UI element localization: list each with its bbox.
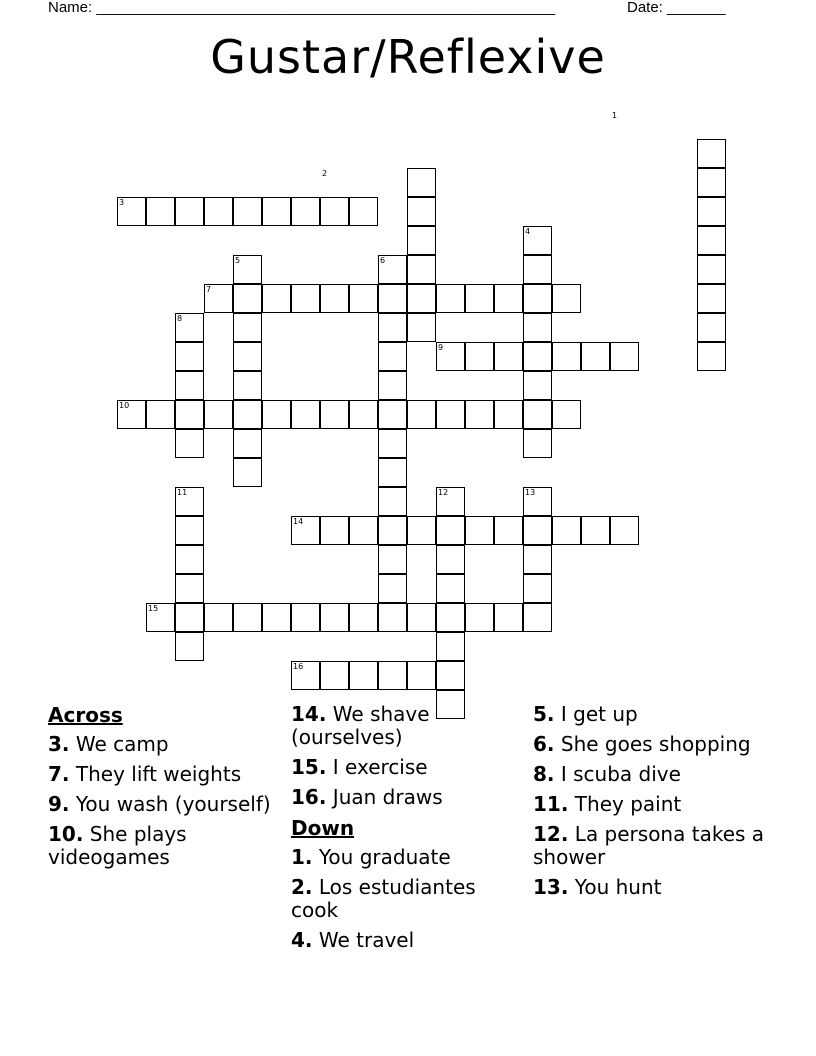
clue-across-9: 9. You wash (yourself) (48, 792, 271, 816)
grid-cell[interactable] (697, 342, 726, 371)
grid-cell[interactable] (407, 168, 436, 197)
clue-number-2: 2 (322, 169, 328, 178)
grid-cell[interactable] (494, 516, 523, 545)
grid-cell[interactable] (407, 255, 436, 284)
grid-cell[interactable] (262, 400, 291, 429)
grid-cell[interactable] (349, 197, 378, 226)
grid-cell[interactable] (523, 603, 552, 632)
grid-cell[interactable] (407, 226, 436, 255)
grid-cell[interactable] (697, 168, 726, 197)
clue-number-11: 11 (177, 488, 188, 497)
clue-down-5: 5. I get up (533, 702, 638, 726)
grid-cell[interactable] (494, 603, 523, 632)
grid-cell[interactable] (610, 516, 639, 545)
grid-cell[interactable] (378, 429, 407, 458)
grid-cell[interactable] (175, 400, 204, 429)
grid-cell[interactable] (697, 139, 726, 168)
grid-cell[interactable] (407, 400, 436, 429)
grid-cell[interactable] (436, 284, 465, 313)
grid-cell[interactable] (233, 400, 262, 429)
grid-cell[interactable] (523, 284, 552, 313)
grid-cell[interactable] (523, 574, 552, 603)
grid-cell[interactable] (349, 603, 378, 632)
grid-cell[interactable] (204, 197, 233, 226)
grid-cell[interactable] (407, 313, 436, 342)
grid-cell[interactable] (465, 400, 494, 429)
grid-cell[interactable] (436, 603, 465, 632)
clue-across-16: 16. Juan draws (291, 785, 443, 809)
grid-cell[interactable] (436, 400, 465, 429)
date-field-label: Date: _______ (627, 0, 726, 16)
grid-cell[interactable] (697, 197, 726, 226)
grid-cell[interactable] (407, 284, 436, 313)
grid-cell[interactable] (204, 603, 233, 632)
grid-cell[interactable] (175, 545, 204, 574)
clue-down-8: 8. I scuba dive (533, 762, 681, 786)
clue-number-1: 1 (612, 111, 618, 120)
grid-cell[interactable] (204, 400, 233, 429)
grid-cell[interactable] (320, 603, 349, 632)
grid-cell[interactable] (552, 284, 581, 313)
grid-cell[interactable] (581, 516, 610, 545)
grid-cell[interactable] (378, 284, 407, 313)
clue-down-13: 13. You hunt (533, 875, 662, 899)
grid-cell[interactable] (146, 400, 175, 429)
grid-cell[interactable] (697, 284, 726, 313)
clue-column-3 (533, 703, 773, 906)
grid-cell[interactable] (378, 603, 407, 632)
grid-cell[interactable] (175, 632, 204, 661)
grid-cell[interactable] (233, 371, 262, 400)
grid-cell[interactable] (175, 197, 204, 226)
clue-down-4: 4. We travel (291, 928, 415, 952)
clue-down-11: 11. They paint (533, 792, 682, 816)
grid-cell[interactable] (320, 197, 349, 226)
clue-number-10: 10 (119, 401, 130, 410)
grid-cell[interactable] (233, 284, 262, 313)
grid-cell[interactable] (523, 545, 552, 574)
clue-across-3: 3. We camp (48, 732, 169, 756)
grid-cell[interactable] (465, 603, 494, 632)
grid-cell[interactable] (378, 400, 407, 429)
grid-cell[interactable] (610, 342, 639, 371)
clue-number-14: 14 (293, 517, 304, 526)
grid-cell[interactable] (378, 342, 407, 371)
grid-cell[interactable] (175, 429, 204, 458)
clue-down-12: 12. La persona takes a shower (533, 822, 765, 869)
grid-cell[interactable] (378, 458, 407, 487)
grid-cell[interactable] (233, 458, 262, 487)
clue-number-3: 3 (119, 198, 125, 207)
grid-cell[interactable] (523, 313, 552, 342)
grid-cell[interactable] (233, 197, 262, 226)
grid-cell[interactable] (378, 661, 407, 690)
grid-cell[interactable] (233, 342, 262, 371)
grid-cell[interactable] (349, 284, 378, 313)
grid-cell[interactable] (407, 661, 436, 690)
clue-number-16: 16 (293, 662, 304, 671)
clue-across-7: 7. They lift weights (48, 762, 242, 786)
grid-cell[interactable] (465, 516, 494, 545)
grid-cell[interactable] (436, 661, 465, 690)
puzzle-title: Gustar/Reflexive (210, 30, 606, 84)
grid-cell[interactable] (552, 516, 581, 545)
grid-cell[interactable] (291, 197, 320, 226)
grid-cell[interactable] (523, 516, 552, 545)
name-field-label: Name: _______________________________________________________ (48, 0, 556, 16)
grid-cell[interactable] (233, 429, 262, 458)
grid-cell[interactable] (262, 603, 291, 632)
grid-cell[interactable] (378, 487, 407, 516)
grid-cell[interactable] (349, 516, 378, 545)
clue-across-15: 15. I exercise (291, 755, 428, 779)
clue-across-10: 10. She plays videogames (48, 822, 187, 869)
grid-cell[interactable] (378, 313, 407, 342)
grid-cell[interactable] (378, 516, 407, 545)
grid-cell[interactable] (175, 342, 204, 371)
grid-cell[interactable] (697, 255, 726, 284)
grid-cell[interactable] (320, 661, 349, 690)
grid-cell[interactable] (494, 342, 523, 371)
clue-number-9: 9 (438, 343, 444, 352)
across-heading: Across (48, 703, 123, 727)
grid-cell[interactable] (523, 255, 552, 284)
grid-cell[interactable] (378, 574, 407, 603)
grid-cell[interactable] (407, 603, 436, 632)
grid-cell[interactable] (523, 342, 552, 371)
clue-number-8: 8 (177, 314, 183, 323)
grid-cell[interactable] (262, 197, 291, 226)
grid-cell[interactable] (552, 342, 581, 371)
grid-cell[interactable] (407, 516, 436, 545)
grid-cell[interactable] (436, 545, 465, 574)
clue-down-1: 1. You graduate (291, 845, 451, 869)
clue-number-7: 7 (206, 285, 212, 294)
grid-cell[interactable] (175, 516, 204, 545)
grid-cell[interactable] (378, 545, 407, 574)
grid-cell[interactable] (349, 661, 378, 690)
clue-column-1 (48, 703, 283, 876)
grid-cell[interactable] (407, 197, 436, 226)
clue-column-2 (291, 703, 511, 959)
clue-number-6: 6 (380, 256, 386, 265)
grid-cell[interactable] (436, 516, 465, 545)
grid-cell[interactable] (436, 632, 465, 661)
clue-number-15: 15 (148, 604, 159, 613)
grid-cell[interactable] (465, 342, 494, 371)
grid-cell[interactable] (494, 400, 523, 429)
grid-cell[interactable] (552, 400, 581, 429)
grid-cell[interactable] (349, 400, 378, 429)
grid-cell[interactable] (523, 400, 552, 429)
down-heading: Down (291, 816, 355, 840)
grid-cell[interactable] (291, 284, 320, 313)
grid-cell[interactable] (378, 371, 407, 400)
grid-cell[interactable] (233, 313, 262, 342)
grid-cell[interactable] (175, 603, 204, 632)
grid-cell[interactable] (320, 284, 349, 313)
grid-cell[interactable] (581, 342, 610, 371)
grid-cell[interactable] (436, 574, 465, 603)
grid-cell[interactable] (697, 313, 726, 342)
clue-number-12: 12 (438, 488, 449, 497)
clue-number-5: 5 (235, 256, 241, 265)
grid-cell[interactable] (175, 371, 204, 400)
clue-down-6: 6. She goes shopping (533, 732, 751, 756)
grid-cell[interactable] (262, 284, 291, 313)
grid-cell[interactable] (465, 284, 494, 313)
grid-cell[interactable] (175, 574, 204, 603)
clue-number-13: 13 (525, 488, 536, 497)
grid-cell[interactable] (233, 603, 262, 632)
grid-cell[interactable] (697, 226, 726, 255)
grid-cell[interactable] (146, 197, 175, 226)
grid-cell[interactable] (320, 400, 349, 429)
grid-cell[interactable] (320, 516, 349, 545)
clue-across-14: 14. We shave (ourselves) (291, 702, 430, 749)
grid-cell[interactable] (291, 400, 320, 429)
clue-number-4: 4 (525, 227, 531, 236)
clue-down-2: 2. Los estudiantes cook (291, 875, 476, 922)
grid-cell[interactable] (291, 603, 320, 632)
grid-cell[interactable] (494, 284, 523, 313)
grid-cell[interactable] (523, 371, 552, 400)
grid-cell[interactable] (523, 429, 552, 458)
